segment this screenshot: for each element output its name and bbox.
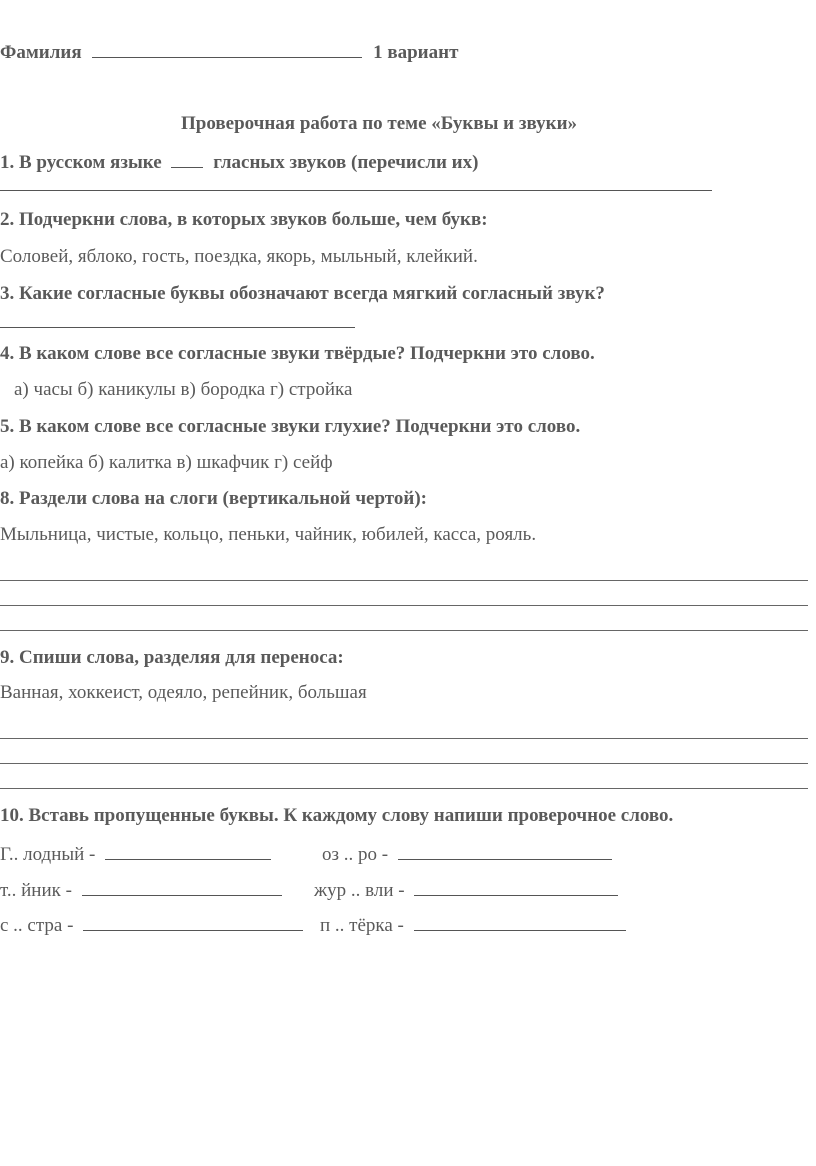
question-10-prompt: 10. Вставь пропущенные буквы. К каждому слову напиши проверочное слово. bbox=[0, 805, 674, 826]
header-line bbox=[0, 40, 458, 64]
question-1-count-blank[interactable] bbox=[171, 150, 203, 168]
question-5-options: а) копейка б) калитка в) шкафчик г) сейф bbox=[0, 452, 333, 473]
question-3-answer-line[interactable] bbox=[0, 327, 355, 328]
question-2-prompt: 2. Подчеркни слова, в которых звуков больше, чем букв: bbox=[0, 209, 488, 230]
question-1-answer-line[interactable] bbox=[0, 190, 712, 191]
question-10-row-2-right bbox=[314, 878, 618, 902]
question-10-word: т.. йник - bbox=[0, 880, 72, 901]
question-10-word: Г.. лодный - bbox=[0, 844, 96, 865]
question-10-row-1 bbox=[0, 842, 271, 866]
question-9-answer-line[interactable] bbox=[0, 788, 808, 789]
question-10-word: п .. тёрка - bbox=[320, 915, 404, 936]
question-10-row-3 bbox=[0, 913, 303, 937]
check-word-blank[interactable] bbox=[414, 913, 626, 931]
question-10-row-2 bbox=[0, 878, 282, 902]
question-4-options: а) часы б) каникулы в) бородка г) стройка bbox=[14, 379, 353, 400]
question-9-answer-line[interactable] bbox=[0, 738, 808, 739]
question-9-words: Ванная, хоккеист, одеяло, репейник, большая bbox=[0, 682, 367, 703]
question-9-prompt: 9. Спиши слова, разделяя для переноса: bbox=[0, 647, 344, 668]
surname-label: Фамилия bbox=[0, 42, 82, 63]
check-word-blank[interactable] bbox=[105, 842, 271, 860]
question-1 bbox=[0, 150, 478, 174]
surname-blank[interactable] bbox=[92, 40, 362, 58]
check-word-blank[interactable] bbox=[82, 878, 282, 896]
question-1-prefix: 1. В русском языке bbox=[0, 152, 162, 173]
question-8-prompt: 8. Раздели слова на слоги (вертикальной чертой): bbox=[0, 488, 427, 509]
question-10-word: жур .. вли - bbox=[314, 880, 405, 901]
variant-label: 1 вариант bbox=[373, 42, 459, 63]
question-3-prompt: 3. Какие согласные буквы обозначают всегда мягкий согласный звук? bbox=[0, 283, 605, 304]
question-10-word: с .. стра - bbox=[0, 915, 74, 936]
question-10-row-1-right bbox=[322, 842, 612, 866]
page-title: Проверочная работа по теме «Буквы и звуки» bbox=[181, 113, 578, 134]
question-8-answer-line[interactable] bbox=[0, 630, 808, 631]
check-word-blank[interactable] bbox=[398, 842, 612, 860]
question-10-word: оз .. ро - bbox=[322, 844, 389, 865]
question-9-answer-line[interactable] bbox=[0, 763, 808, 764]
question-1-suffix: гласных звуков (перечисли их) bbox=[213, 152, 479, 173]
question-2-words: Соловей, яблоко, гость, поездка, якорь, мыльный, клейкий. bbox=[0, 246, 478, 267]
question-5-prompt: 5. В каком слове все согласные звуки глухие? Подчеркни это слово. bbox=[0, 416, 581, 437]
question-8-words: Мыльница, чистые, кольцо, пеньки, чайник, юбилей, касса, рояль. bbox=[0, 524, 537, 545]
question-10-row-3-right bbox=[320, 913, 626, 937]
check-word-blank[interactable] bbox=[83, 913, 303, 931]
check-word-blank[interactable] bbox=[414, 878, 618, 896]
question-8-answer-line[interactable] bbox=[0, 580, 808, 581]
question-4-prompt: 4. В каком слове все согласные звуки твёрдые? Подчеркни это слово. bbox=[0, 343, 595, 364]
question-8-answer-line[interactable] bbox=[0, 605, 808, 606]
